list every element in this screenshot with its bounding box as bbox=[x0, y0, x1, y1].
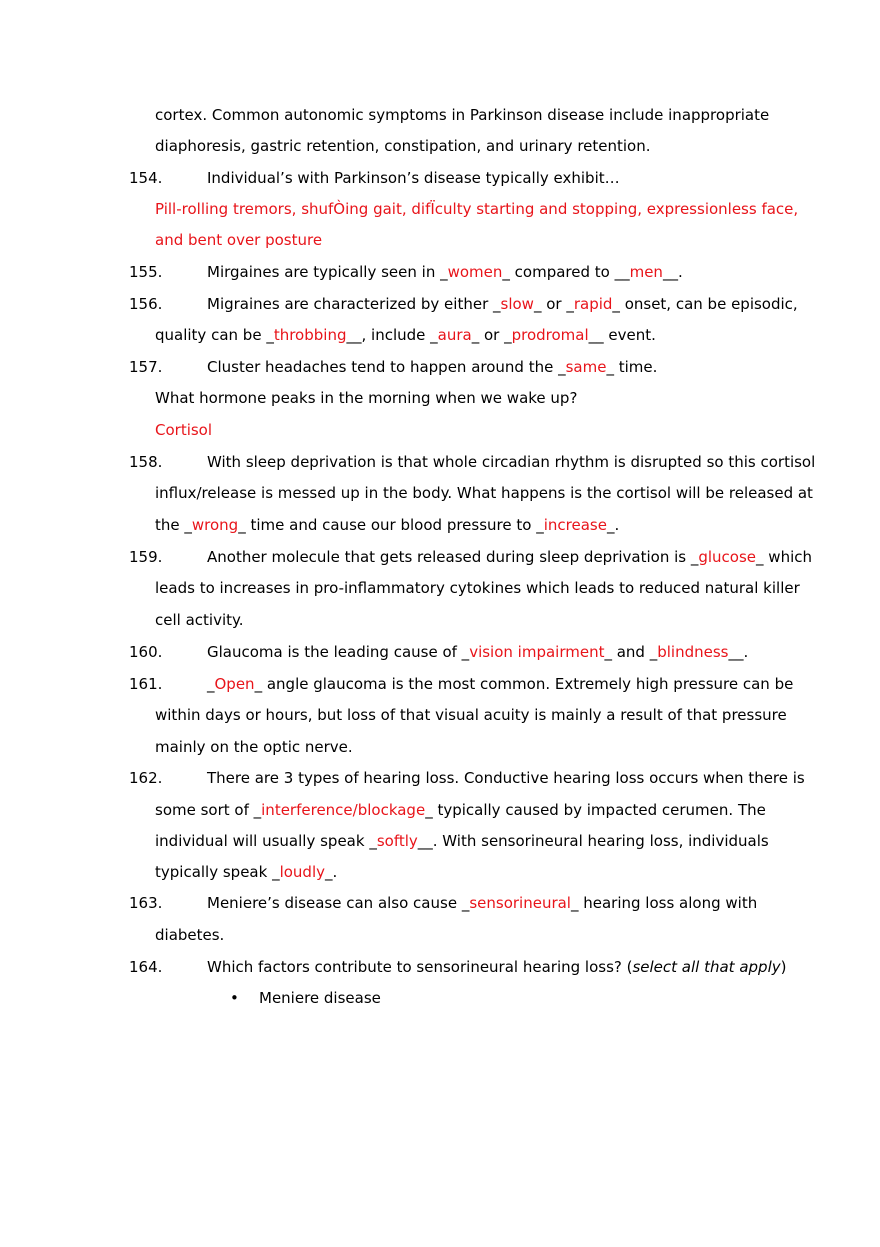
question-163-text-line-2: diabetes. bbox=[155, 926, 225, 944]
answer-men: men bbox=[629, 263, 663, 281]
question-number-159: 159. bbox=[129, 548, 163, 566]
question-number-157: 157. bbox=[129, 358, 163, 376]
question-157-followup-answer: Cortisol bbox=[155, 421, 213, 439]
question-161-text-line-1: _Open_ angle glaucoma is the most common. Extremely high pressure can be bbox=[207, 675, 794, 693]
question-159-text-line-3: cell activity. bbox=[155, 611, 244, 629]
bullet-icon: • bbox=[230, 989, 239, 1007]
answer-interference-blockage: interference/blockage bbox=[261, 801, 426, 819]
answer-same: same bbox=[565, 358, 607, 376]
question-164-text: Which factors contribute to sensorineural hearing loss? (select all that apply) bbox=[207, 958, 787, 976]
question-155-text: Mirgaines are typically seen in _women_ compared to __men__. bbox=[207, 263, 683, 281]
intro-line-1: cortex. Common autonomic symptoms in Parkinson disease include inappropriate bbox=[155, 106, 770, 124]
answer-glucose: glucose bbox=[698, 548, 757, 566]
answer-sensorineural: sensorineural bbox=[469, 894, 571, 912]
answer-throbbing: throbbing bbox=[273, 326, 347, 344]
answer-slow: slow bbox=[500, 295, 534, 313]
answer-rapid: rapid bbox=[573, 295, 613, 313]
question-number-158: 158. bbox=[129, 453, 163, 471]
question-156-text-line-2: quality can be _throbbing__, include _aura_ or _prodromal__ event. bbox=[155, 326, 656, 344]
question-number-162: 162. bbox=[129, 769, 163, 787]
option-meniere-disease: Meniere disease bbox=[259, 989, 381, 1007]
select-all-instruction: select all that apply bbox=[632, 958, 781, 976]
question-number-154: 154. bbox=[129, 169, 163, 187]
question-162-text-line-1: There are 3 types of hearing loss. Conductive hearing loss occurs when there is bbox=[207, 769, 805, 787]
question-161-text-line-2: within days or hours, but loss of that visual acuity is mainly a result of that pressure bbox=[155, 706, 787, 724]
question-154-answer-line-1: Pill-rolling tremors, shufÒing gait, difÏculty starting and stopping, expressionless face, bbox=[155, 200, 799, 218]
question-number-155: 155. bbox=[129, 263, 163, 281]
answer-open: Open bbox=[214, 675, 255, 693]
answer-prodromal: prodromal bbox=[511, 326, 589, 344]
question-number-160: 160. bbox=[129, 643, 163, 661]
question-158-text-line-1: With sleep deprivation is that whole circadian rhythm is disrupted so this cortisol bbox=[207, 453, 816, 471]
answer-vision-impairment: vision impairment bbox=[469, 643, 605, 661]
question-158-text-line-2: influx/release is messed up in the body. What happens is the cortisol will be released at bbox=[155, 484, 813, 502]
question-158-text-line-3: the _wrong_ time and cause our blood pressure to _increase_. bbox=[155, 516, 620, 534]
answer-blindness: blindness bbox=[657, 643, 729, 661]
question-number-161: 161. bbox=[129, 675, 163, 693]
question-159-text-line-1: Another molecule that gets released during sleep deprivation is _glucose_ which bbox=[207, 548, 812, 566]
question-number-156: 156. bbox=[129, 295, 163, 313]
question-163-text-line-1: Meniere’s disease can also cause _sensorineural_ hearing loss along with bbox=[207, 894, 758, 912]
answer-wrong: wrong bbox=[191, 516, 239, 534]
question-162-text-line-2: some sort of _interference/blockage_ typically caused by impacted cerumen. The bbox=[155, 801, 766, 819]
question-number-163: 163. bbox=[129, 894, 163, 912]
question-162-text-line-3: individual will usually speak _softly__. With sensorineural hearing loss, individuals bbox=[155, 832, 769, 850]
intro-line-2: diaphoresis, gastric retention, constipation, and urinary retention. bbox=[155, 137, 651, 155]
question-154-text: Individual’s with Parkinson’s disease typically exhibit… bbox=[207, 169, 620, 187]
question-161-text-line-3: mainly on the optic nerve. bbox=[155, 738, 353, 756]
answer-women: women bbox=[447, 263, 503, 281]
question-159-text-line-2: leads to increases in pro-inflammatory cytokines which leads to reduced natural killer bbox=[155, 579, 800, 597]
answer-aura: aura bbox=[437, 326, 472, 344]
question-157-text: Cluster headaches tend to happen around the _same_ time. bbox=[207, 358, 658, 376]
question-160-text: Glaucoma is the leading cause of _vision impairment_ and _blindness__. bbox=[207, 643, 749, 661]
answer-loudly: loudly bbox=[279, 863, 325, 881]
question-154-answer-line-2: and bent over posture bbox=[155, 231, 323, 249]
question-number-164: 164. bbox=[129, 958, 163, 976]
question-162-text-line-4: typically speak _loudly_. bbox=[155, 863, 338, 881]
question-157-followup: What hormone peaks in the morning when we wake up? bbox=[155, 389, 578, 407]
question-156-text-line-1: Migraines are characterized by either _slow_ or _rapid_ onset, can be episodic, bbox=[207, 295, 798, 313]
answer-softly: softly bbox=[376, 832, 418, 850]
answer-increase: increase bbox=[543, 516, 607, 534]
